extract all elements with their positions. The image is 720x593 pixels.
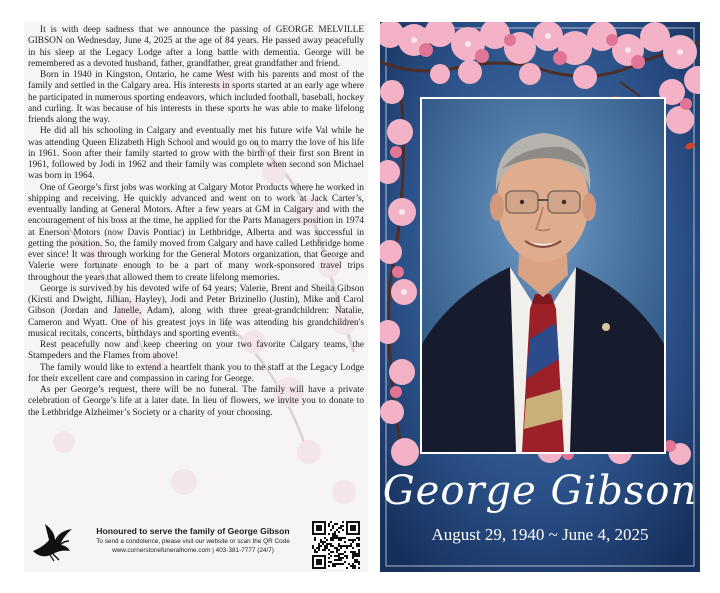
obituary-paragraph-5: George is survived by his devoted wife of 64 years; Valerie, Brent and Sheila Gibson (Kirsti and Dwight, Jillian, Hayley), Jodi and Peter Brizinello (Justin), Mike and Carol Gibson (Jordan and Janelle, Adam), along with three great-grandchildren: Natalie, Cameron and Wyatt. One of his greatest joys in life was attending his grandchildren's musical recitals, concerts, birthdays and sporting events. xyxy=(28,283,364,339)
portrait-illustration xyxy=(422,99,664,452)
qr-code[interactable] xyxy=(312,521,360,569)
obituary-paragraph-6: Rest peacefully now and keep cheering on your two favorite Calgary teams, the Stampeders and the Flames from above! xyxy=(28,340,364,362)
obituary-paragraph-7: The family would like to extend a heartfelt thank you to the staff at the Legacy Lodge for their excellent care and compassion in caring for George. xyxy=(28,362,364,384)
obituary-paragraph-4: One of George’s first jobs was working at Calgary Motor Products where he worked in shipping and receiving. He quickly advanced and went on to work at Jack Carter’s, eventually landing at General Motors. After a few years at GM in Calgary and with the encouragement of his boss at the time, he applied for the Parts Managers position in 1974 at Enerson Motors (now Davis Pontiac) in Lethbridge, Alberta and was successful in getting the position. So, the family moved from Calgary and have called Lethbridge home ever since! It was through working for the General Motors organization, that George and Valerie were fortunate enough to be a part of many work-sponsored travel trips throughout the years that allowed them to create lifelong memories. xyxy=(28,182,364,283)
obituary-panel xyxy=(24,22,368,572)
dove-icon xyxy=(30,520,74,562)
funeral-home-contact[interactable]: www.cornerstonefuneralhome.com | 403-381-7777 (24/7) xyxy=(112,547,274,554)
name-script xyxy=(380,460,700,518)
obituary-paragraph-3: He did all his schooling in Calgary and eventually met his future wife Val while he was attending Queen Elizabeth High School and would go on to marry the love of his life in 1961. Soon after their family started to grow with the birth of their first son Brent in 1961, followed by Jodi in 1962 and their family was complete when second son Michael was born in 1964. xyxy=(28,126,364,182)
life-dates: August 29, 1940 ~ June 4, 2025 xyxy=(431,525,649,544)
portrait-photo xyxy=(420,97,666,454)
condolence-instruction: To send a condolence, please visit our website or scan the QR Code xyxy=(96,538,290,545)
funeral-home-footer xyxy=(24,518,368,572)
obituary-paragraph-8: As per George’s request, there will be no funeral. The family will have a private celebration of George’s life at a later date. In lieu of flowers, we invite you to donate to the Lethbridge Alzheimer’s Society or a charity of your choosing. xyxy=(28,385,364,418)
obituary-text xyxy=(28,25,364,419)
deceased-name: George Gibson xyxy=(382,468,698,514)
footer-text xyxy=(80,526,306,555)
obituary-paragraph-2: Born in 1940 in Kingston, Ontario, he came West with his parents and most of the family and settled in the Calgary area. His interests in sports started at an early age where he participated in numerous sporting endeavors, which included football, baseball, hockey and curling. It was because of his interests in these sports he was able to make lifelong friends along the way. xyxy=(28,70,364,125)
footer-title: Honoured to serve the family of George Gibson xyxy=(96,526,290,536)
front-cover-panel xyxy=(380,22,700,572)
obituary-paragraph-1: It is with deep sadness that we announce the passing of GEORGE MELVILLE GIBSON on Wednesday, June 4, 2025 at the age of 84 years. He passed away peacefully in his sleep at the Legacy Lodge after a long battle with dementia. George will be remembered as a devoted husband, father, grandfather, great grandfather and friend. xyxy=(28,25,364,69)
